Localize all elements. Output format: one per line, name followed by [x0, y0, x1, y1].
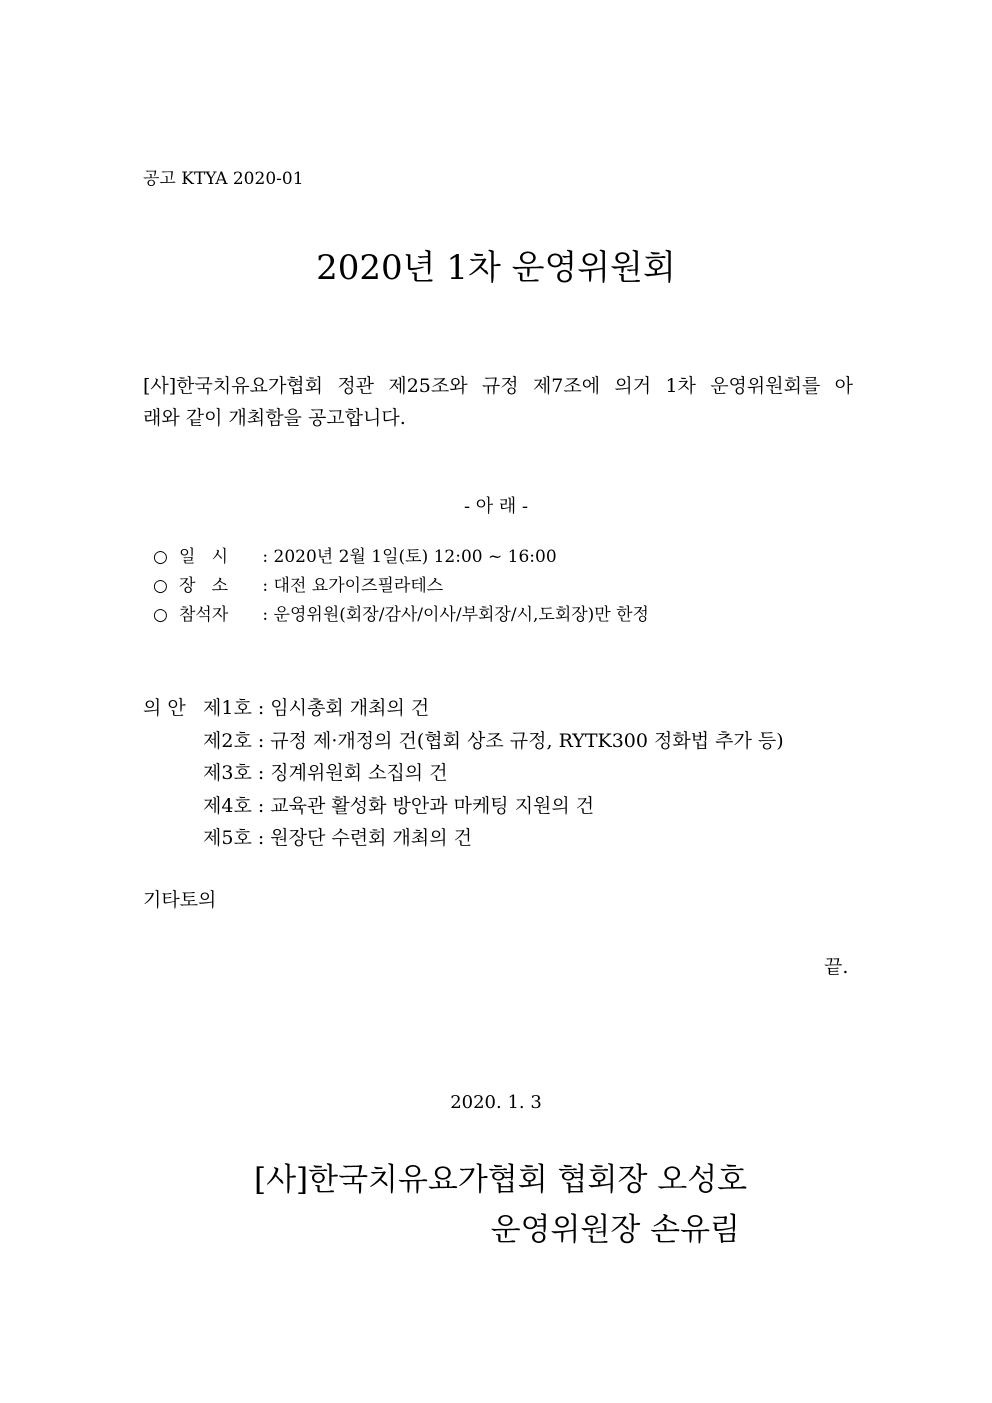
agenda-item-4 — [143, 790, 784, 823]
document-date: 2020. 1. 3 — [450, 1092, 542, 1113]
detail-row-date — [153, 543, 649, 572]
agenda-number: 제2호 — [203, 729, 252, 752]
signature-block — [254, 1155, 748, 1255]
detail-value: 2020년 2월 1일(토) 12:00 ~ 16:00 — [273, 547, 557, 567]
agenda-text: 임시총회 개최의 건 — [270, 697, 430, 719]
agenda-item-2 — [143, 725, 784, 758]
agenda-separator: : — [251, 729, 271, 752]
notice-number: 공고 KTYA 2020-01 — [143, 169, 304, 189]
detail-row-attendees — [153, 601, 649, 630]
detail-label: 참석자 — [179, 605, 229, 625]
detail-value: 운영위원(회장/감사/이사/부회장/시,도회장)만 한정 — [273, 605, 649, 625]
detail-separator: : — [257, 605, 274, 625]
agenda-number: 제5호 — [203, 827, 252, 849]
bullet-icon: ○ — [153, 605, 168, 625]
bullet-icon: ○ — [153, 547, 168, 567]
agenda-text: 원장단 수련회 개최의 건 — [270, 827, 472, 849]
bullet-icon: ○ — [153, 576, 168, 596]
detail-separator: : — [257, 547, 274, 567]
agenda-text: 교육관 활성화 방안과 마케팅 지원의 건 — [270, 794, 595, 817]
misc-discussion: 기타토의 — [143, 889, 217, 911]
detail-value: 대전 요가이즈필라테스 — [273, 576, 444, 596]
agenda-list — [143, 692, 784, 855]
intro-line-2: 래와 같이 개최함을 공고합니다. — [143, 407, 406, 429]
meeting-details — [153, 543, 649, 630]
detail-separator: : — [257, 576, 274, 596]
agenda-separator: : — [251, 697, 271, 719]
end-mark: 끝. — [824, 956, 849, 978]
detail-label: 장 소 — [179, 576, 229, 596]
detail-label: 일 시 — [179, 547, 229, 567]
agenda-separator: : — [251, 794, 271, 817]
intro-paragraph — [143, 370, 853, 434]
agenda-item-3 — [143, 757, 784, 790]
detail-row-place — [153, 572, 649, 601]
document-title: 2020년 1차 운영위원회 — [316, 248, 676, 288]
signature-chair: 운영위원장 손유림 — [490, 1212, 740, 1248]
agenda-number: 제3호 — [203, 762, 252, 784]
section-heading: - 아 래 - — [463, 496, 529, 517]
agenda-number: 제1호 — [203, 697, 252, 719]
agenda-item-5 — [143, 822, 784, 855]
agenda-separator: : — [251, 827, 271, 849]
agenda-text: 징계위원회 소집의 건 — [270, 762, 448, 784]
agenda-prefix: 의 안 — [143, 697, 186, 719]
intro-line-1: [사]한국치유요가협회 정관 제25조와 규정 제7조에 의거 1차 운영위원회를 아 — [143, 375, 853, 397]
agenda-number: 제4호 — [203, 794, 252, 817]
agenda-separator: : — [251, 762, 271, 784]
agenda-text: 규정 제·개정의 건(협회 상조 규정, RYTK300 정화법 추가 등) — [270, 729, 784, 752]
signature-president: [사]한국치유요가협회 협회장 오성호 — [254, 1162, 748, 1198]
agenda-item-1 — [143, 692, 784, 725]
